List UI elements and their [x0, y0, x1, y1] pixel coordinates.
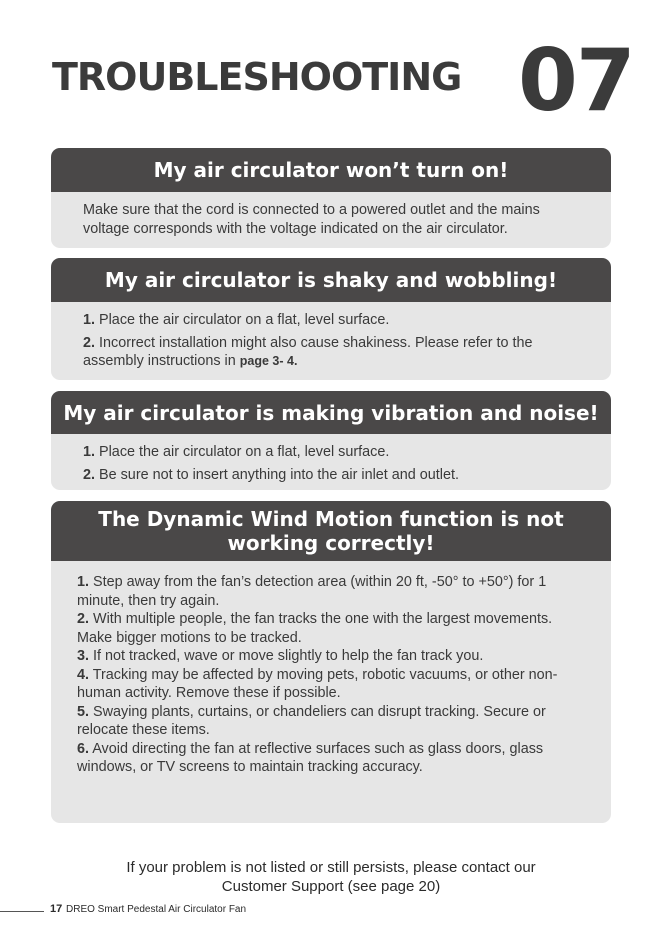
page-number: 17	[50, 903, 63, 915]
product-name: DREO Smart Pedestal Air Circulator Fan	[66, 904, 247, 915]
card-text: Make sure that the cord is connected to a powered outlet and the mains voltage corresponds with the voltage indicated on the air circulator.	[83, 202, 540, 237]
item-number: 1.	[83, 444, 96, 460]
card-heading-line: The Dynamic Wind Motion function is not	[98, 507, 564, 531]
card-body	[51, 434, 611, 484]
item-number: 2.	[83, 466, 96, 483]
item-number: 4.	[77, 666, 90, 683]
card-heading: My air circulator won’t turn on!	[51, 148, 611, 192]
support-note	[0, 858, 662, 896]
item-number: 2.	[77, 611, 90, 627]
item-number: 3.	[77, 648, 90, 664]
page-reference: page 3- 4.	[239, 354, 298, 368]
card-heading: My air circulator is shaky and wobbling!	[51, 258, 611, 302]
item-text: Place the air circulator on a flat, level surface.	[95, 444, 390, 460]
item-text: Tracking may be affected by moving pets, robotic vacuums, or other non-human activity. Remove these if possible.	[77, 666, 558, 701]
list-item	[77, 703, 583, 740]
item-text: With multiple people, the fan tracks the one with the largest movements. Make bigger motions to be tracked.	[77, 611, 553, 646]
card-body	[51, 192, 611, 238]
list-item	[77, 740, 583, 777]
item-text: Place the air circulator on a flat, level surface.	[95, 312, 390, 328]
item-number: 1.	[77, 574, 90, 590]
list-item	[77, 647, 583, 666]
list-item	[77, 666, 583, 703]
troubleshoot-card-shaky	[51, 258, 611, 380]
item-number: 5.	[77, 703, 90, 720]
support-note-line: Customer Support (see page 20)	[221, 878, 441, 895]
troubleshoot-card-vibration	[51, 391, 611, 490]
item-text: Swaying plants, curtains, or chandeliers can disrupt tracking. Secure or relocate these items.	[77, 703, 546, 738]
list-item	[77, 610, 583, 647]
card-heading: My air circulator is making vibration and noise!	[51, 391, 611, 434]
card-heading	[51, 501, 611, 561]
troubleshoot-card-wont-turn-on	[51, 148, 611, 248]
item-number: 6.	[77, 740, 90, 757]
list-item	[83, 311, 581, 330]
chapter-number: 07	[518, 31, 634, 131]
item-text: Step away from the fan’s detection area (within 20 ft, -50° to +50°) for 1 minute, then try again.	[77, 574, 547, 609]
card-body	[51, 302, 611, 371]
list-item	[83, 466, 581, 485]
card-body	[51, 561, 611, 777]
list-item	[77, 573, 583, 610]
item-number: 1.	[83, 312, 96, 328]
item-text: Incorrect installation might also cause shakiness. Please refer to the assembly instructions in	[83, 334, 533, 369]
page-footer	[0, 901, 662, 917]
list-item	[83, 443, 581, 462]
item-number: 2.	[83, 334, 96, 351]
support-note-line: If your problem is not listed or still persists, please contact our	[126, 859, 536, 876]
card-heading-line: working correctly!	[227, 531, 435, 555]
troubleshoot-card-dynamic-wind-motion	[51, 501, 611, 823]
footer-rule	[0, 911, 44, 912]
list-item	[83, 334, 581, 371]
item-text: Avoid directing the fan at reflective surfaces such as glass doors, glass windows, or TV screens to maintain tracking accuracy.	[77, 740, 544, 775]
item-text: If not tracked, wave or move slightly to help the fan track you.	[89, 648, 484, 664]
page-title: TROUBLESHOOTING	[52, 55, 462, 99]
item-text: Be sure not to insert anything into the air inlet and outlet.	[95, 466, 460, 483]
